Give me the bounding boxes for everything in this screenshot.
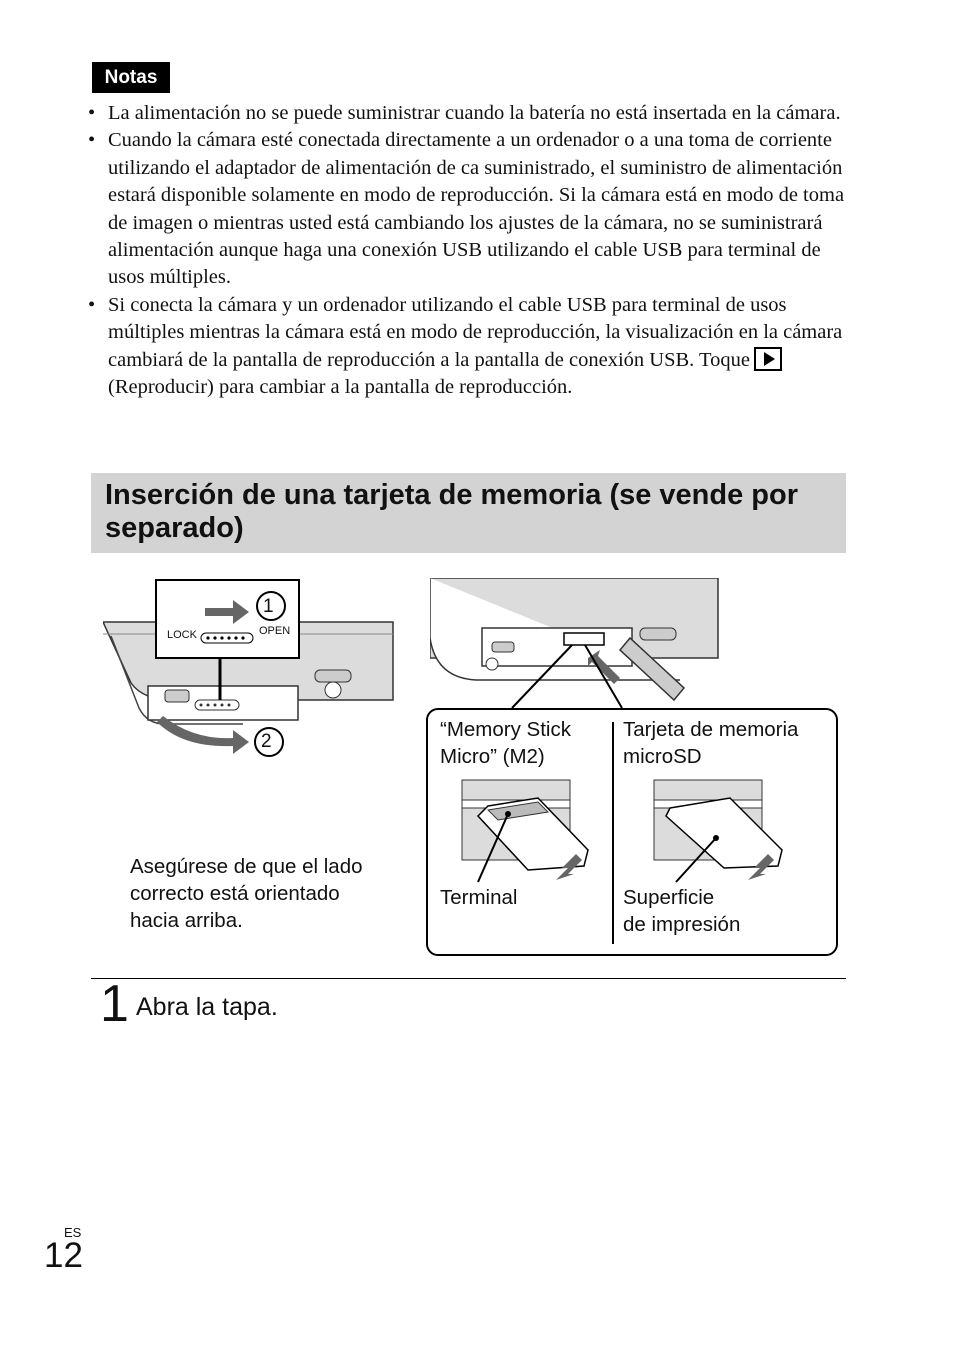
microsd-card-illustration (650, 776, 800, 886)
note-text: La alimentación no se puede suministrar cuando la batería no está insertada en la cámara. (108, 102, 841, 124)
page-number: 12 (44, 1236, 83, 1275)
memory-stick-label: “Memory Stick Micro” (M2) (440, 718, 571, 768)
note-item (88, 292, 848, 402)
note-text: (Reproducir) para cambiar a la pantalla de reproducción. (108, 376, 573, 399)
notes-badge: Notas (92, 62, 170, 93)
language-code: ES (64, 1225, 82, 1240)
bullet: • (88, 293, 96, 316)
step-marker-2: 2 (261, 731, 272, 752)
bullet: • (88, 102, 96, 124)
open-label: OPEN (259, 625, 291, 637)
memory-stick-card-illustration (458, 776, 608, 886)
callout-divider (612, 722, 614, 944)
camera-cover-illustration (103, 578, 403, 758)
step-rule (91, 978, 846, 979)
note-text: Si conecta la cámara y un ordenador utilizando el cable USB para terminal de usos múltiples mientras la cámara está en modo de reproducción, la visualización en la cámara cambiará de la pantalla de reproducción a la pantalla de conexión USB. Toque (108, 293, 843, 371)
step-text: Abra la tapa. (136, 993, 278, 1021)
notes-list (88, 100, 848, 401)
note-text: Cuando la cámara esté conectada directamente a un ordenador o a una toma de corriente utilizando el adaptador de alimentación de ca suministrado, el suministro de alimentación estará disponible solamente en modo de reproducción. Si la cámara está en modo de toma de imagen o mientras usted está cambiando los ajustes de la cámara, no se suministrará alimentación aunque haga una conexión USB utilizando el cable USB para terminal de usos múltiples. (108, 129, 845, 289)
print-surface-label: Superficie de impresión (623, 886, 741, 936)
terminal-label: Terminal (440, 886, 518, 909)
step-marker-1: 1 (263, 596, 274, 617)
section-title: Inserción de una tarjeta de memoria (se vende por separado) (91, 473, 846, 553)
bullet: • (88, 129, 96, 152)
step-number: 1 (100, 975, 129, 1033)
orientation-note: Asegúrese de que el lado correcto está orientado hacia arriba. (130, 855, 363, 932)
lock-label: LOCK (167, 629, 197, 641)
note-item (88, 127, 848, 291)
note-item (88, 100, 848, 127)
microsd-label: Tarjeta de memoria microSD (623, 718, 799, 768)
card-slot-illustration (430, 578, 720, 718)
play-icon (754, 347, 782, 371)
